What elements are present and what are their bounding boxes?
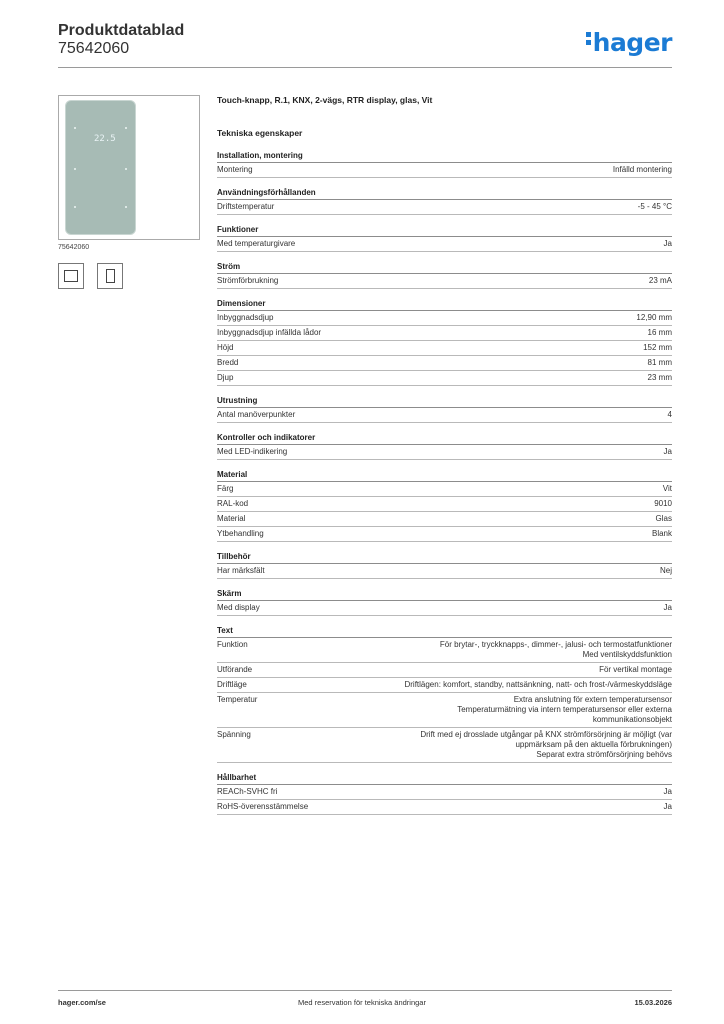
spec-label: Med LED-indikering (217, 447, 288, 456)
section-title: Utrustning (217, 396, 672, 408)
spec-label: Färg (217, 484, 234, 493)
spec-section (217, 470, 672, 542)
spec-value: Vit (662, 484, 672, 493)
spec-label: Funktion (217, 640, 248, 649)
led-dot (125, 127, 127, 129)
spec-section (217, 552, 672, 579)
spec-row (217, 678, 672, 693)
spec-section (217, 396, 672, 423)
spec-value: 9010 (654, 499, 672, 508)
spec-value: Ja (663, 447, 672, 456)
spec-row (217, 237, 672, 252)
spec-row (217, 163, 672, 178)
section-title: Installation, montering (217, 151, 672, 163)
spec-row (217, 638, 672, 663)
section-title: Hållbarhet (217, 773, 672, 785)
device-display: 22.5 (94, 134, 116, 144)
section-title: Material (217, 470, 672, 482)
spec-row (217, 512, 672, 527)
spec-value: 152 mm (643, 343, 672, 352)
spec-section (217, 433, 672, 460)
spec-value: Ja (663, 802, 672, 811)
spec-label: Inbyggnadsdjup (217, 313, 274, 322)
spec-value: Drift med ej drosslade utgångar på KNX strömförsörjning är möjligt (var uppmärksam på den aktuella förbrukningen) Separat extra strömförsörjning behövs (420, 730, 672, 759)
spec-label: Med temperaturgivare (217, 239, 296, 248)
spec-section (217, 188, 672, 215)
spec-section (217, 589, 672, 616)
spec-value: För brytar-, tryckknapps-, dimmer-, jalusi- och termostatfunktioner Med ventilskyddsfunktion (439, 640, 672, 659)
spec-value: 12,90 mm (636, 313, 672, 322)
spec-content (217, 95, 672, 825)
spec-label: Driftläge (217, 680, 247, 689)
spec-value: Glas (655, 514, 672, 523)
spec-sections (217, 151, 672, 815)
spec-value: Driftlägen: komfort, standby, nattsänkning, natt- och frost-/värmeskyddsläge (404, 680, 672, 689)
spec-label: Material (217, 514, 246, 523)
logo-text: hager (592, 28, 672, 57)
footer-date: 15.03.2026 (634, 998, 672, 1007)
page-header (58, 22, 672, 68)
section-title: Funktioner (217, 225, 672, 237)
spec-row (217, 408, 672, 423)
product-name: Touch-knapp, R.1, KNX, 2-vägs, RTR display, glas, Vit (217, 95, 433, 105)
product-image (58, 95, 200, 240)
product-view-icon[interactable] (58, 263, 84, 289)
document-number: 75642060 (58, 40, 130, 57)
section-title: Ström (217, 262, 672, 274)
display-icon (64, 270, 78, 282)
spec-section (217, 262, 672, 289)
touch-button-device (65, 100, 136, 235)
spec-row (217, 527, 672, 542)
spec-value: 81 mm (647, 358, 672, 367)
spec-label: RAL-kod (217, 499, 249, 508)
spec-row (217, 601, 672, 616)
spec-row (217, 800, 672, 815)
spec-row (217, 663, 672, 678)
spec-label: REACh-SVHC fri (217, 787, 278, 796)
section-title: Kontroller och indikatorer (217, 433, 672, 445)
spec-value: Extra anslutning för extern temperatursensor Temperaturmätning via intern temperatursensor eller externa kommunikationsobjekt (457, 695, 672, 724)
spec-label: Spänning (217, 730, 251, 739)
tech-properties-title: Tekniska egenskaper (217, 128, 303, 138)
spec-row (217, 274, 672, 289)
footer-site-link[interactable]: hager.com/se (58, 998, 106, 1007)
section-title: Text (217, 626, 672, 638)
led-dot (74, 206, 76, 208)
footer-note: Med reservation för tekniska ändringar (298, 998, 426, 1007)
spec-label: Med display (217, 603, 260, 612)
dimension-view-icon[interactable] (97, 263, 123, 289)
spec-value: -5 - 45 °C (637, 202, 672, 211)
section-title: Skärm (217, 589, 672, 601)
led-dot (125, 168, 127, 170)
spec-row (217, 356, 672, 371)
spec-row (217, 311, 672, 326)
spec-row (217, 482, 672, 497)
spec-row (217, 371, 672, 386)
spec-row (217, 785, 672, 800)
spec-value: Ja (663, 787, 672, 796)
spec-label: Utförande (217, 665, 253, 674)
spec-row (217, 693, 672, 728)
spec-value: Blank (651, 529, 672, 538)
document-title: Produktdatablad (58, 22, 185, 39)
dimension-icon (106, 269, 115, 283)
spec-section (217, 151, 672, 178)
spec-label: RoHS-överensstämmelse (217, 802, 309, 811)
header-divider (58, 67, 672, 68)
spec-row (217, 445, 672, 460)
section-title: Tillbehör (217, 552, 672, 564)
spec-label: Höjd (217, 343, 234, 352)
spec-row (217, 564, 672, 579)
spec-value: 23 mA (648, 276, 672, 285)
spec-label: Strömförbrukning (217, 276, 279, 285)
spec-value: Nej (659, 566, 672, 575)
spec-value: Ja (663, 603, 672, 612)
spec-label: Har märksfält (217, 566, 265, 575)
image-caption: 75642060 (58, 244, 90, 251)
spec-row (217, 326, 672, 341)
spec-section (217, 626, 672, 763)
hager-logo (586, 28, 672, 57)
spec-row (217, 497, 672, 512)
spec-label: Inbyggnadsdjup infällda lådor (217, 328, 322, 337)
led-dot (74, 127, 76, 129)
spec-value: För vertikal montage (599, 665, 672, 674)
spec-label: Montering (217, 165, 253, 174)
spec-row (217, 341, 672, 356)
spec-label: Ytbehandling (217, 529, 264, 538)
spec-label: Temperatur (217, 695, 258, 704)
spec-label: Djup (217, 373, 234, 382)
spec-section (217, 773, 672, 815)
spec-section (217, 299, 672, 386)
spec-value: Ja (663, 239, 672, 248)
spec-row (217, 728, 672, 763)
spec-row (217, 200, 672, 215)
logo-dots-icon (586, 32, 591, 48)
spec-value: 23 mm (647, 373, 672, 382)
section-title: Användningsförhållanden (217, 188, 672, 200)
footer-divider (58, 990, 672, 991)
led-dot (125, 206, 127, 208)
spec-section (217, 225, 672, 252)
spec-value: 16 mm (647, 328, 672, 337)
section-title: Dimensioner (217, 299, 672, 311)
spec-label: Antal manöverpunkter (217, 410, 296, 419)
spec-label: Driftstemperatur (217, 202, 275, 211)
spec-value: Infälld montering (612, 165, 672, 174)
spec-label: Bredd (217, 358, 239, 367)
spec-value: 4 (667, 410, 672, 419)
led-dot (74, 168, 76, 170)
